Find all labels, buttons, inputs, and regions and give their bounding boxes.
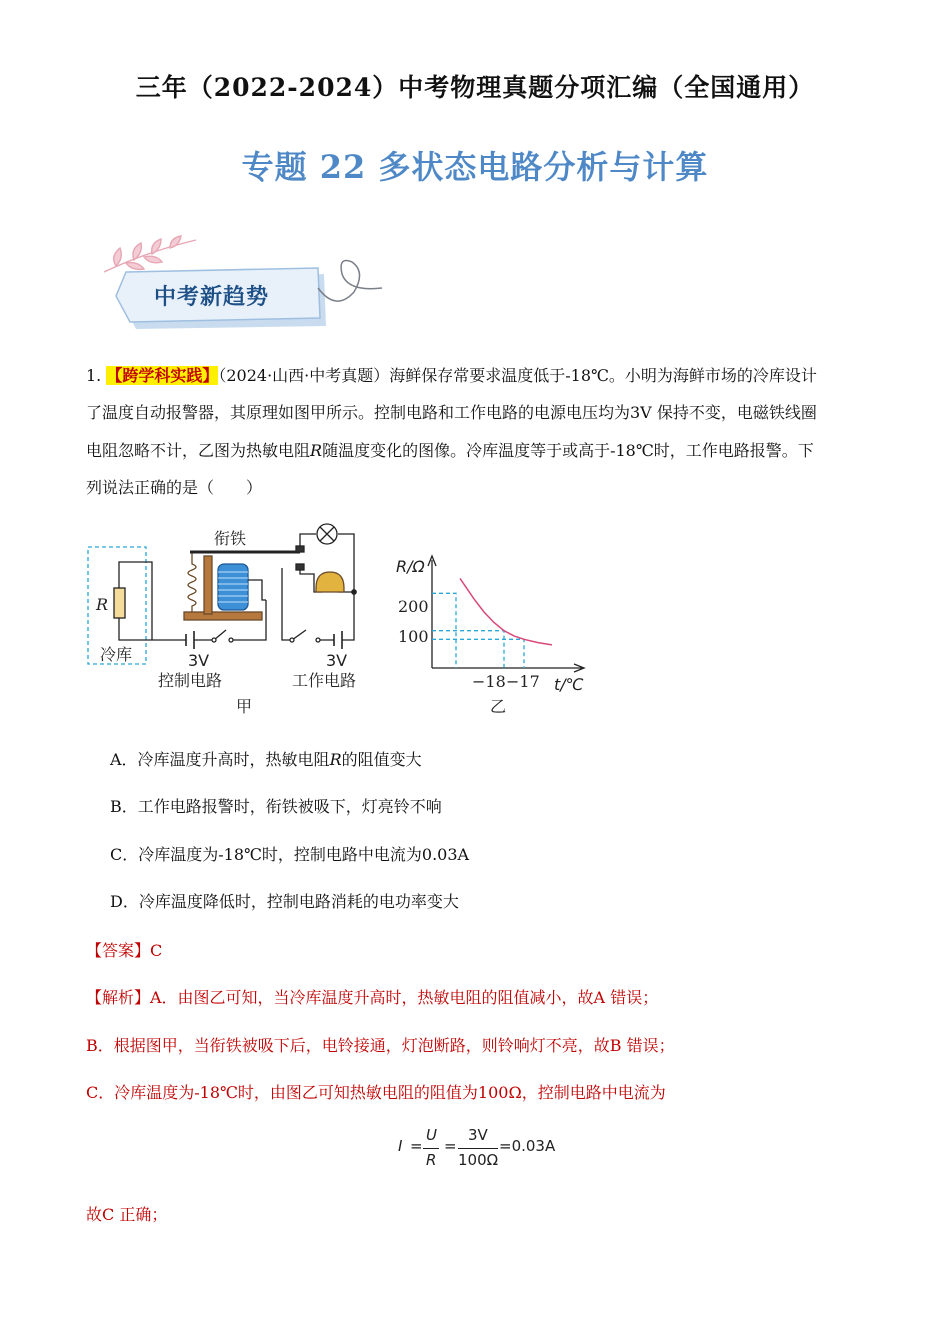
question-number: 1. bbox=[86, 366, 102, 385]
analysis-c: C．冷库温度为-18℃时，由图乙可知热敏电阻的阻值为100Ω，控制电路中电流为 bbox=[86, 1083, 666, 1102]
analysis-a: 【解析】A．由图乙可知，当冷库温度升高时，热敏电阻的阻值减小，故A 错误； bbox=[86, 988, 659, 1007]
contact-bottom bbox=[296, 564, 304, 570]
formula-eq-1: = bbox=[410, 1137, 423, 1155]
bell-icon bbox=[316, 572, 344, 592]
formula-num-2: 3V bbox=[468, 1126, 488, 1144]
chart-y-tick-100: 100 bbox=[398, 627, 429, 646]
banner-label: 中考新趋势 bbox=[154, 285, 270, 310]
conclusion: 故C 正确； bbox=[86, 1205, 168, 1224]
answer-label: 【答案】C bbox=[86, 941, 163, 960]
formula-bar-1 bbox=[423, 1148, 439, 1149]
topic-title: 专题 22 多状态电路分析与计算 bbox=[241, 148, 709, 186]
formula-num-1: U bbox=[426, 1126, 437, 1144]
thermistor bbox=[114, 588, 125, 618]
question-text-3a: 电阻忽略不计，乙图为热敏电阻 bbox=[86, 441, 311, 460]
document-title: 三年（2022-2024）中考物理真题分项汇编（全国通用） bbox=[135, 73, 815, 102]
current-formula bbox=[398, 1124, 578, 1172]
electromagnet-post bbox=[204, 556, 212, 614]
chart-y-axis bbox=[428, 556, 436, 668]
option-d[interactable]: D．冷库温度降低时，控制电路消耗的电功率变大 bbox=[110, 892, 459, 911]
formula-eq-2: = bbox=[444, 1137, 457, 1155]
control-circuit-label: 控制电路 bbox=[158, 671, 223, 690]
formula-den-2: 100Ω bbox=[458, 1151, 499, 1169]
resistance-temperature-chart bbox=[396, 556, 584, 716]
work-circuit-label: 工作电路 bbox=[292, 671, 357, 690]
chart-y-tick-200: 200 bbox=[398, 597, 429, 616]
chart-x-label: t/℃ bbox=[554, 675, 584, 694]
option-c[interactable]: C．冷库温度为-18℃时，控制电路中电流为0.03A bbox=[110, 845, 470, 864]
question-line-1 bbox=[86, 366, 866, 386]
option-a-var: R bbox=[329, 750, 342, 769]
question-line-4: 列说法正确的是（ ） bbox=[86, 478, 263, 497]
formula-lhs: I bbox=[398, 1137, 403, 1155]
option-a[interactable] bbox=[110, 747, 422, 770]
chart-x-axis bbox=[432, 664, 584, 672]
chart-x-tick-a: −18 bbox=[472, 672, 506, 691]
control-wire bbox=[119, 562, 186, 640]
formula-result: =0.03A bbox=[499, 1137, 556, 1155]
guide-minus-17 bbox=[432, 639, 524, 668]
analysis-b: B．根据图甲，当衔铁被吸下后，电铃接通，灯泡断路，则铃响灯不亮，故B 错误； bbox=[86, 1036, 675, 1055]
option-b[interactable]: B．工作电路报警时，衔铁被吸下，灯亮铃不响 bbox=[110, 797, 442, 816]
thermistor-label: R bbox=[96, 595, 109, 614]
control-battery bbox=[186, 631, 194, 649]
guide-minus-18 bbox=[432, 631, 504, 668]
contact-top bbox=[296, 546, 304, 552]
spring bbox=[188, 552, 196, 612]
question-text-1: （2024·山西·中考真题）海鲜保存常要求温度低于-18℃。小明为海鲜市场的冷库设计 bbox=[218, 366, 817, 385]
armature-label: 衔铁 bbox=[214, 529, 247, 548]
question-line-3 bbox=[86, 441, 866, 461]
question-var-r: R bbox=[310, 441, 323, 460]
question-tag: 【跨学科实践】 bbox=[106, 366, 219, 385]
circuit-diagram bbox=[88, 524, 356, 716]
electromagnet-coil bbox=[218, 564, 248, 610]
figure-yi-caption: 乙 bbox=[490, 697, 507, 716]
option-a-text-end: 的阻值变大 bbox=[341, 750, 422, 769]
option-a-text: A．冷库温度升高时，热敏电阻 bbox=[110, 750, 330, 769]
question-text-3b: 随温度变化的图像。冷库温度等于或高于-18℃时，工作电路报警。下 bbox=[322, 441, 814, 460]
chart-x-tick-b: −17 bbox=[506, 672, 540, 691]
work-battery bbox=[334, 631, 342, 649]
question-line-2: 了温度自动报警器，其原理如图甲所示。控制电路和工作电路的电源电压均为3V 保持不变，电磁铁线圈 bbox=[86, 403, 817, 422]
electromagnet-frame bbox=[184, 612, 262, 620]
chart-curve bbox=[460, 578, 552, 645]
control-voltage: 3V bbox=[188, 651, 210, 670]
banner-swirl bbox=[318, 261, 382, 302]
cold-room-label: 冷库 bbox=[100, 645, 133, 664]
work-voltage: 3V bbox=[326, 651, 348, 670]
formula-den-1: R bbox=[426, 1151, 437, 1169]
figure-jia-caption: 甲 bbox=[236, 697, 253, 716]
leaf-sprig-icon bbox=[104, 236, 196, 272]
coil-wire bbox=[248, 580, 266, 600]
question-figure bbox=[86, 520, 596, 730]
formula-bar-2 bbox=[458, 1148, 498, 1149]
chart-y-label: R/Ω bbox=[396, 557, 425, 576]
